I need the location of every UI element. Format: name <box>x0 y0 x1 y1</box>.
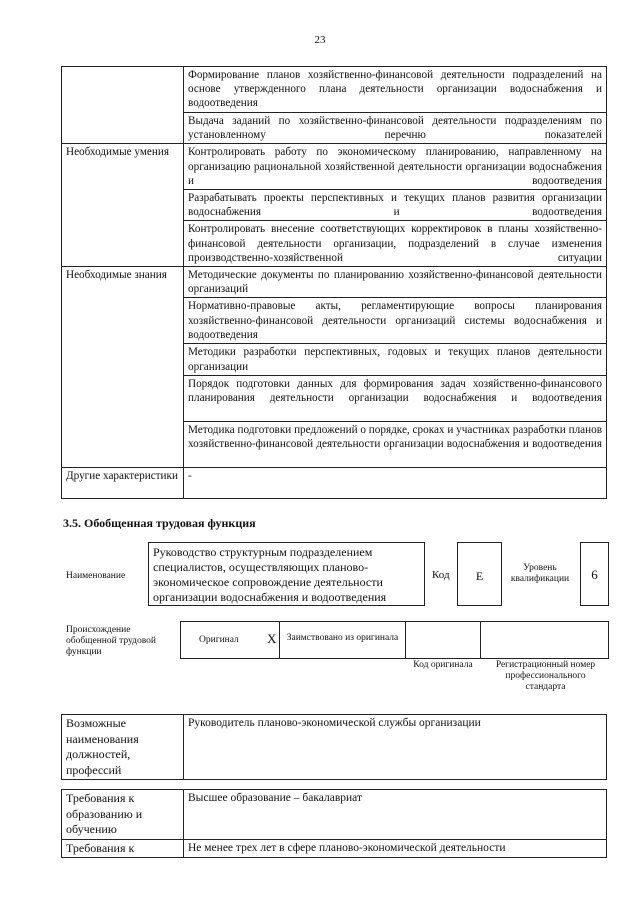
function-name-box <box>148 542 425 606</box>
origin-label: Происхождение обобщенной трудовой функции <box>66 625 156 657</box>
code-caption: Код оригинала <box>413 660 473 670</box>
borrowed-cell <box>279 621 406 659</box>
row-label-knowledge: Необходимые знания <box>62 267 184 468</box>
table-row <box>62 67 607 113</box>
row-label-other: Другие характеристики <box>62 467 184 498</box>
level-value: 6 <box>591 567 598 582</box>
requirements-experience-label: Требования к <box>62 839 184 858</box>
borrowed-label: Заимствовано из оригинала <box>286 633 399 643</box>
positions-label: Возможные наименования должностей, профессий <box>62 715 184 780</box>
table-row <box>62 467 607 498</box>
table-row <box>62 144 607 190</box>
requirements-experience-value: Не менее трех лет в сфере планово-экономической деятельности <box>184 839 607 858</box>
row-label <box>62 67 184 144</box>
table-row <box>62 267 607 298</box>
code-value: E <box>475 569 484 583</box>
function-name-text: Руководство структурным подразделением специалистов, осуществляющих планово-экономическое сопровождение деятельности организации водоснабжения и водоотведения <box>153 545 387 604</box>
table-cell: Контролировать внесение соответствующих корректировок в планы хозяйственно-финансовой деятельности организации, подразделений в случае изменения производственно-хозяйственной ситуации <box>184 221 607 267</box>
table-cell: - <box>184 467 607 498</box>
original-mark: X <box>267 631 277 646</box>
requirements-table <box>61 789 607 858</box>
table-row <box>62 839 607 858</box>
original-label: Оригинал <box>199 635 239 645</box>
table-cell: Методика подготовки предложений о порядке, сроках и участниках разработки планов хозяйственно-финансовой деятельности организации водоснабжения и водоотведения <box>184 421 607 467</box>
table-row <box>62 715 607 780</box>
table-cell: Разрабатывать проекты перспективных и текущих планов развития организации водоснабжения и водоотведения <box>184 190 607 221</box>
row-label-skills: Необходимые умения <box>62 144 184 267</box>
section-title: 3.5. Обобщенная трудовая функция <box>63 516 256 530</box>
reg-caption: Регистрационный номер профессионального стандарта <box>495 660 596 692</box>
positions-table <box>61 714 607 780</box>
table-row <box>62 790 607 840</box>
level-label: Уровень квалификации <box>510 563 570 584</box>
positions-value: Руководитель планово-экономической службы организации <box>184 715 607 780</box>
table-cell: Методики разработки перспективных, годовых и текущих планов деятельности организации <box>184 344 607 375</box>
requirements-education-label: Требования к образованию и обучению <box>62 790 184 840</box>
table-cell: Нормативно-правовые акты, регламентирующие вопросы планирования хозяйственно-финансовой деятельности организаций системы водоснабжения и водоотведения <box>184 298 607 344</box>
name-label: Наименование <box>66 571 126 581</box>
requirements-education-value: Высшее образование – бакалавриат <box>184 790 607 840</box>
table-cell: Контролировать работу по экономическому планированию, направленному на организацию рациональной хозяйственной деятельности организации водоснабжения и водоотведения <box>184 144 607 190</box>
code-box <box>457 542 502 606</box>
table-cell: Выдача заданий по хозяйственно-финансовой деятельности подразделениям по установленному перечню показателей <box>184 113 607 144</box>
skills-knowledge-table <box>61 66 607 499</box>
reg-number-cell <box>480 621 609 659</box>
code-label: Код <box>432 569 450 581</box>
table-cell: Порядок подготовки данных для формирования задач хозяйственно-финансового планирования деятельности организации водоснабжения и водоотведения <box>184 375 607 421</box>
table-cell: Методические документы по планированию хозяйственно-финансовой деятельности организаций <box>184 267 607 298</box>
original-cell <box>180 621 280 659</box>
level-box <box>580 542 609 606</box>
page-number: 23 <box>314 34 326 46</box>
original-code-cell <box>405 621 481 659</box>
table-cell: Формирование планов хозяйственно-финансовой деятельности подразделений на основе утвержденного плана деятельности организации водоснабжения и водоотведения <box>184 67 607 113</box>
